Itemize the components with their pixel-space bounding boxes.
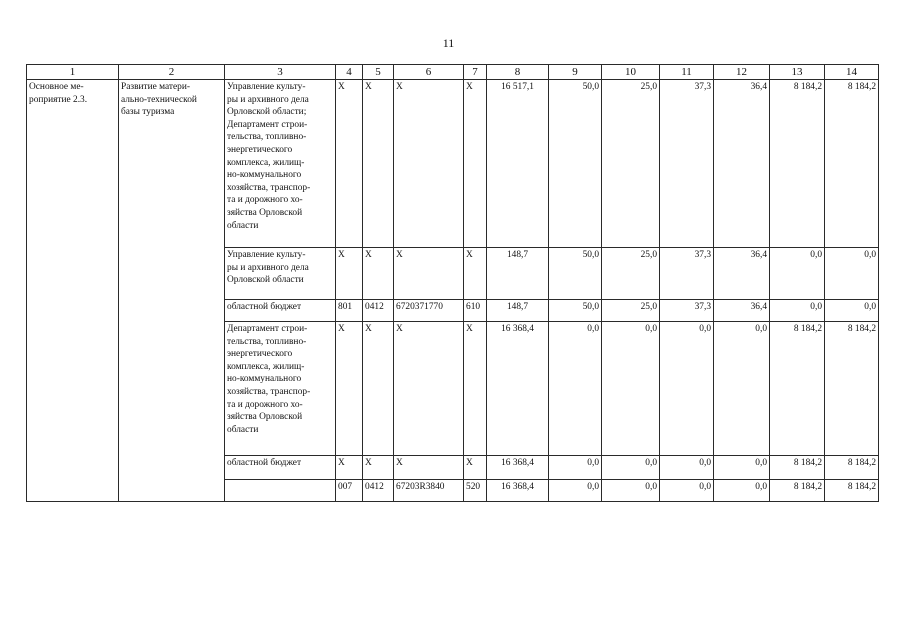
executor-cell: Управление культу- ры и архивного дела Орловской области; Департамент строи- тельства, топливно- энергетического комплекса, жилищ- но-коммунального хозяйства, транспор- та и дорожного хо- зяйства Орловской области (225, 80, 336, 248)
value-cell-c13: 0,0 (770, 300, 825, 322)
measure-name: Основное ме- роприятие 2.3. (27, 80, 119, 502)
value-cell-c13: 8 184,2 (770, 80, 825, 248)
value-cell-c10: 0,0 (602, 456, 660, 480)
table-row (27, 80, 879, 248)
measure-title: Развитие матери- ально-технической базы туризма (119, 80, 225, 502)
value-cell-c13: 8 184,2 (770, 322, 825, 456)
value-cell-c14: 0,0 (825, 248, 879, 300)
code-cell-c6: X (394, 322, 464, 456)
value-cell-c10: 0,0 (602, 322, 660, 456)
code-cell-c4: 007 (336, 480, 363, 502)
code-cell-c6: X (394, 456, 464, 480)
value-cell-c11: 37,3 (660, 300, 714, 322)
code-cell-c6: 67203R3840 (394, 480, 464, 502)
value-cell-c10: 25,0 (602, 248, 660, 300)
value-cell-c8: 16 368,4 (487, 322, 549, 456)
header-cell-12: 12 (714, 65, 770, 80)
value-cell-c12: 36,4 (714, 80, 770, 248)
value-cell-c8: 16 368,4 (487, 456, 549, 480)
code-cell-c4: 801 (336, 300, 363, 322)
header-cell-14: 14 (825, 65, 879, 80)
value-cell-c12: 36,4 (714, 300, 770, 322)
value-cell-c10: 25,0 (602, 300, 660, 322)
value-cell-c14: 8 184,2 (825, 322, 879, 456)
value-cell-c8: 16 517,1 (487, 80, 549, 248)
value-cell-c11: 0,0 (660, 322, 714, 456)
header-cell-9: 9 (549, 65, 602, 80)
header-cell-4: 4 (336, 65, 363, 80)
executor-cell: областной бюджет (225, 300, 336, 322)
value-cell-c8: 16 368,4 (487, 480, 549, 502)
code-cell-c4: X (336, 80, 363, 248)
header-cell-10: 10 (602, 65, 660, 80)
header-cell-2: 2 (119, 65, 225, 80)
value-cell-c13: 0,0 (770, 248, 825, 300)
code-cell-c6: X (394, 248, 464, 300)
value-cell-c9: 0,0 (549, 480, 602, 502)
value-cell-c12: 0,0 (714, 456, 770, 480)
code-cell-c6: X (394, 80, 464, 248)
value-cell-c9: 50,0 (549, 248, 602, 300)
value-cell-c13: 8 184,2 (770, 456, 825, 480)
value-cell-c9: 0,0 (549, 456, 602, 480)
executor-cell: Департамент строи- тельства, топливно- энергетического комплекса, жилищ- но-коммунального хозяйства, транспор- та и дорожного хо- зяйства Орловской области (225, 322, 336, 456)
value-cell-c14: 8 184,2 (825, 456, 879, 480)
value-cell-c11: 0,0 (660, 480, 714, 502)
code-cell-c5: 0412 (363, 480, 394, 502)
code-cell-c4: X (336, 456, 363, 480)
code-cell-c7: X (464, 456, 487, 480)
code-cell-c4: X (336, 248, 363, 300)
code-cell-c5: 0412 (363, 300, 394, 322)
value-cell-c12: 0,0 (714, 322, 770, 456)
value-cell-c14: 0,0 (825, 300, 879, 322)
header-cell-8: 8 (487, 65, 549, 80)
executor-cell: Управление культу- ры и архивного дела Орловской области (225, 248, 336, 300)
value-cell-c13: 8 184,2 (770, 480, 825, 502)
value-cell-c14: 8 184,2 (825, 480, 879, 502)
code-cell-c7: X (464, 322, 487, 456)
executor-cell: областной бюджет (225, 456, 336, 480)
value-cell-c11: 0,0 (660, 456, 714, 480)
value-cell-c9: 0,0 (549, 322, 602, 456)
header-cell-3: 3 (225, 65, 336, 80)
code-cell-c7: X (464, 248, 487, 300)
header-cell-5: 5 (363, 65, 394, 80)
code-cell-c5: X (363, 322, 394, 456)
value-cell-c10: 25,0 (602, 80, 660, 248)
header-row (27, 65, 879, 80)
code-cell-c7: 520 (464, 480, 487, 502)
code-cell-c5: X (363, 456, 394, 480)
code-cell-c5: X (363, 80, 394, 248)
value-cell-c12: 0,0 (714, 480, 770, 502)
value-cell-c10: 0,0 (602, 480, 660, 502)
value-cell-c11: 37,3 (660, 248, 714, 300)
value-cell-c12: 36,4 (714, 248, 770, 300)
header-cell-13: 13 (770, 65, 825, 80)
code-cell-c6: 6720371770 (394, 300, 464, 322)
budget-table (26, 64, 879, 502)
executor-cell (225, 480, 336, 502)
value-cell-c9: 50,0 (549, 300, 602, 322)
value-cell-c14: 8 184,2 (825, 80, 879, 248)
header-cell-1: 1 (27, 65, 119, 80)
header-cell-6: 6 (394, 65, 464, 80)
code-cell-c7: 610 (464, 300, 487, 322)
header-cell-11: 11 (660, 65, 714, 80)
value-cell-c9: 50,0 (549, 80, 602, 248)
header-cell-7: 7 (464, 65, 487, 80)
code-cell-c7: X (464, 80, 487, 248)
value-cell-c8: 148,7 (487, 300, 549, 322)
value-cell-c8: 148,7 (487, 248, 549, 300)
value-cell-c11: 37,3 (660, 80, 714, 248)
code-cell-c5: X (363, 248, 394, 300)
code-cell-c4: X (336, 322, 363, 456)
page-number: 11 (442, 36, 455, 50)
